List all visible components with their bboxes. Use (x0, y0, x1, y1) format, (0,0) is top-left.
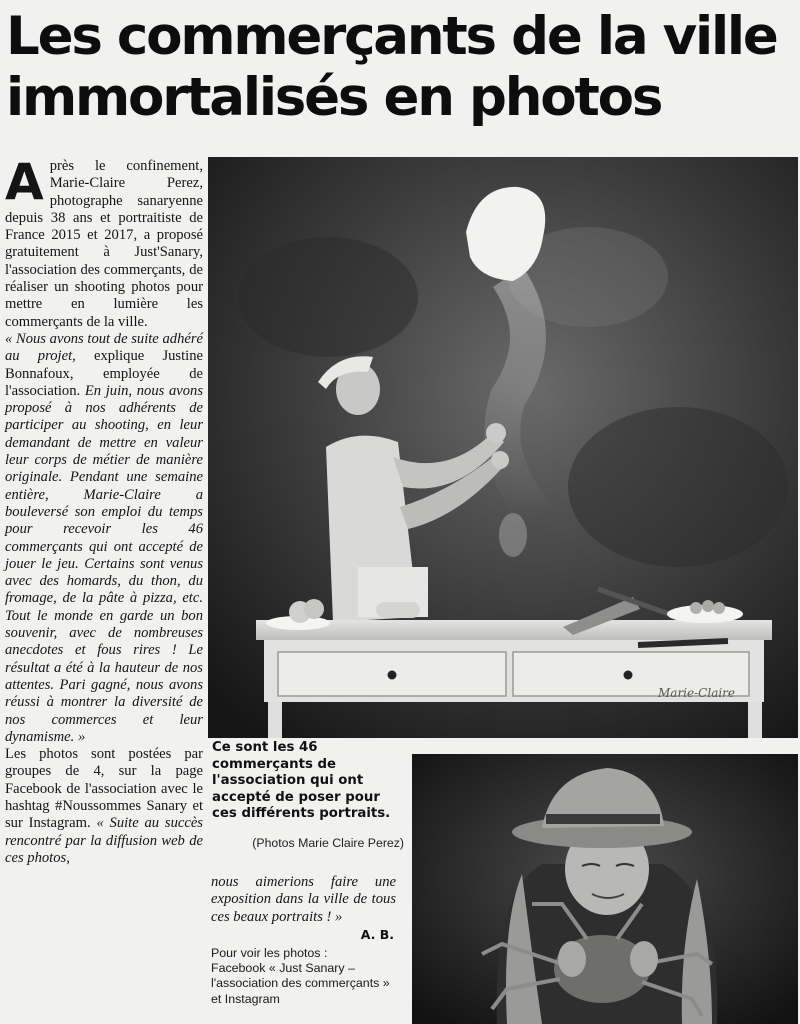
photo-pizza-maker (208, 157, 798, 738)
info-line-1: Pour voir les photos : (211, 946, 328, 960)
pizza-maker-image (208, 157, 798, 738)
body-paragraph-3 (5, 746, 203, 867)
body-paragraph-2 (5, 331, 203, 746)
body-paragraph-2-run: « Nous avons tout de suite adhéré au projet, (5, 330, 203, 365)
body-paragraph-3-run: Les photos sont postées par groupes de 4, sur la page Facebook de l'association avec le hashtag #Noussommes Sanary et sur Instagram. (5, 746, 203, 832)
photo-fishmonger-with-crab (412, 754, 798, 1024)
info-line-4: et Instagram (211, 991, 280, 1006)
photo-caption: Ce sont les 46 commerçants de l'association qui ont accepté de poser pour ces différents portraits. (212, 740, 391, 821)
body-paragraph-1 (5, 153, 203, 331)
info-box (211, 946, 407, 1007)
headline-line-1: Les commerçants de la ville (6, 6, 777, 67)
byline: A. B. (360, 927, 394, 942)
body-paragraph-1-text: près le confinement, Marie-Claire Perez, photographe sanaryenne depuis 38 ans et portraitiste de France 2015 et 2017, a proposé gratuitement à Just'Sanary, l'association des commerçants, de réaliser un shooting photos pour mettre en lumière les commerçants de la ville. (5, 158, 203, 330)
body-paragraph-2-run: En juin, nous avons proposé à nos adhérents de participer au shooting, en leur demandant de mettre en valeur leur corps de métier de manière originale. Pendant une semaine entière, Marie-Claire a bouleversé son emploi du temps pour recevoir les 46 commerçants qui ont accepté de jouer le jeu. Certains sont venus avec des homards, du thon, du fromage, de la pâte à pizza, etc. Tout le monde en garde un bon souvenir, avec de nombreuses anecdotes et fous rires ! Le résultat a été à la hauteur de nos attentes. Pari gagné, nous avons réussi à montrer la diversité de nos commerces et leur dynamisme. » (5, 382, 203, 745)
headline-line-2: immortalisés en photos (6, 67, 662, 128)
dropcap: A (5, 153, 44, 211)
article-body-column-2: nous aimerions faire une exposition dans la ville de tous ces beaux portraits ! » (211, 874, 396, 925)
fishmonger-image (412, 754, 798, 1024)
headline (6, 6, 798, 128)
photo-credit: (Photos Marie Claire Perez) (252, 836, 404, 850)
body-paragraph-3-run: « Suite au succès rencontré par la diffusion web de ces photos, (5, 815, 203, 866)
info-line-3: l'association des commerçants » (211, 976, 390, 991)
info-line-2: Facebook « Just Sanary – (211, 961, 355, 976)
photo-signature: Marie-Claire (658, 686, 736, 700)
article-body-column-1 (5, 153, 203, 867)
body-paragraph-2-run: explique Justine Bonnafoux, employée de l'association. (5, 348, 203, 399)
